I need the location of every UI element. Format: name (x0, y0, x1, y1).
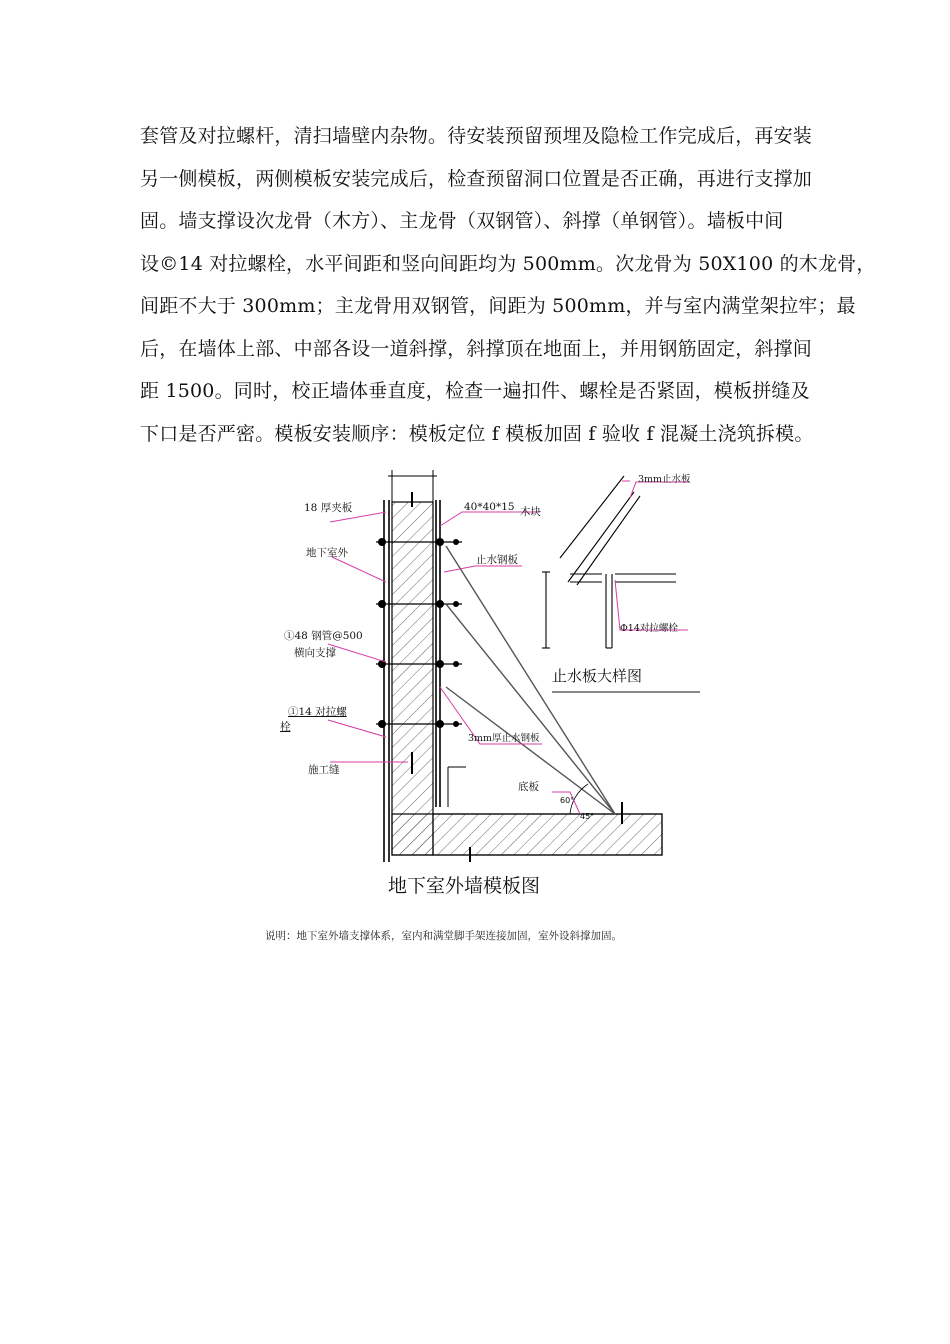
paragraph-line: 套管及对拉螺杆，清扫墙壁内杂物。待安装预留预埋及隐检工作完成后，再安装 (140, 125, 813, 147)
paragraph-line: 距 1500。同时，校正墙体垂直度，检查一遍扣件、螺栓是否紧固，模板拼缝及 (140, 380, 810, 402)
label-detail-plate: 3mm止水板 (638, 474, 691, 485)
label-wood-block-suffix: 木块 (520, 506, 541, 518)
label-plywood: 18 厚夹板 (304, 502, 353, 514)
label-tie-bolt: ①14 对拉螺 (288, 706, 347, 718)
label-wood-block: 40*40*15 (464, 501, 515, 513)
label-angle-60: 60° (560, 796, 575, 805)
paragraph-line: 另一侧模板，两侧模板安装完成后，检查预留洞口位置是否正确，再进行支撑加 (140, 167, 813, 190)
main-title: 地下室外墙模板图 (388, 875, 541, 897)
label-construction-joint: 施工缝 (308, 764, 340, 776)
detail-leaders (615, 482, 690, 630)
label-waterstop-plate: 止水钢板 (476, 554, 518, 566)
label-steel-pipe: ①48 钢管@500 (284, 630, 363, 642)
paragraph-line: 间距不大于 300mm；主龙骨用双钢管，间距为 500mm，并与室内满堂架拉牢；最 (140, 295, 856, 317)
paragraph-line: 下口是否严密。模板安装顺序：模板定位 f 模板加固 f 验收 f 混凝土浇筑拆模。 (140, 422, 814, 445)
body-paragraph (140, 122, 876, 462)
label-bottom-plate: 底板 (518, 781, 539, 793)
label-waterstop-3mm: 3mm厚止水钢板 (468, 733, 540, 744)
label-truncated: 地下室外 (306, 547, 348, 559)
leader-lines (328, 481, 630, 814)
label-steel-pipe-support: 横向支撑 (294, 647, 336, 659)
formwork-diagram (270, 462, 700, 907)
detail-title: 止水板大样图 (552, 667, 643, 685)
figure-note: 说明：地下室外墙支撑体系，室内和满堂脚手架连接加固，室外设斜撑加固。 (265, 930, 622, 942)
joint-bracket (448, 767, 466, 807)
label-tie-bolt-2: 栓 (280, 721, 291, 733)
paragraph-line: 设©14 对拉螺栓，水平间距和竖向间距均为 500mm。次龙骨为 50X100 的木龙骨， (140, 252, 876, 275)
label-detail-bolt: Φ14对拉螺栓 (620, 623, 678, 634)
label-angle-45: 45° (580, 812, 595, 821)
paragraph-line: 后，在墙体上部、中部各设一道斜撑，斜撑顶在地面上，并用钢筋固定，斜撑间 (140, 337, 813, 360)
paragraph-line: 固。墙支撑设次龙骨（木方）、主龙骨（双钢管）、斜撑（单钢管）。墙板中间 (140, 210, 784, 232)
